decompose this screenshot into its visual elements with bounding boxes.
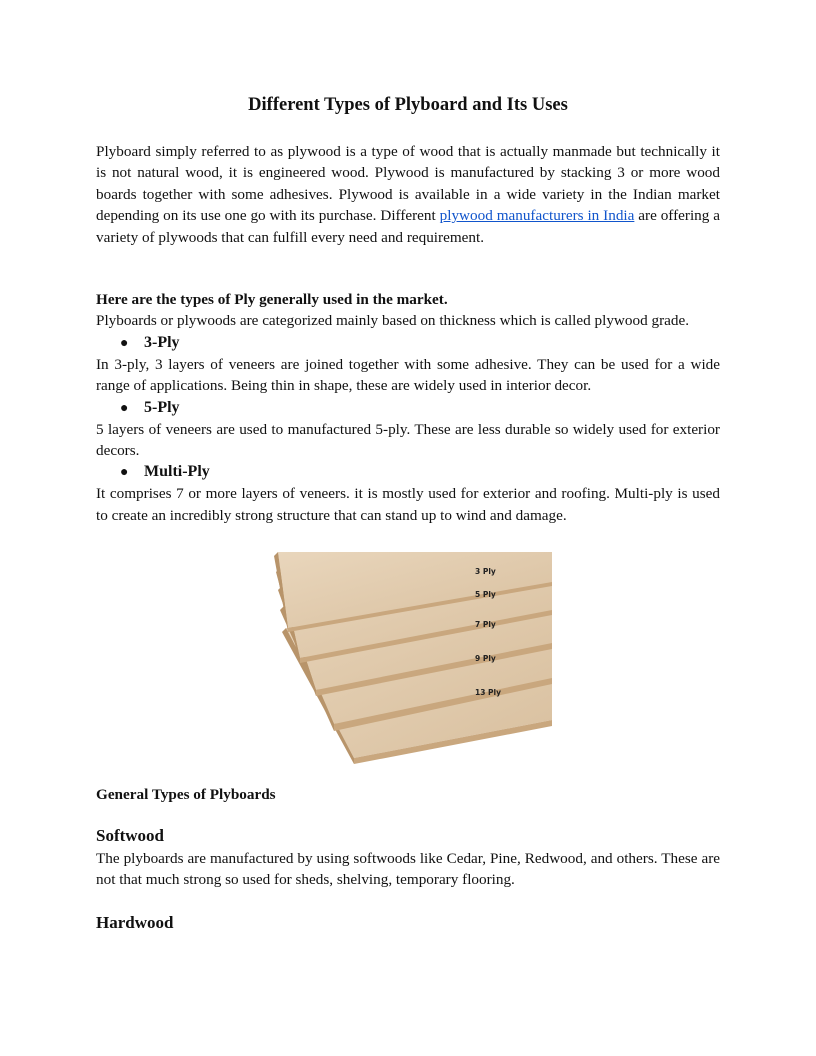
plywood-manufacturers-link[interactable]: plywood manufacturers in India	[439, 207, 635, 225]
bullet-label: 5-Ply	[144, 398, 180, 416]
general-types-heading: General Types of Plyboards	[96, 786, 276, 803]
bullet-3-ply	[96, 332, 720, 354]
intro-paragraph	[96, 141, 720, 248]
label-3-ply: 3 Ply	[475, 567, 496, 576]
label-9-ply: 9 Ply	[475, 654, 496, 663]
bullet-label: Multi-Ply	[144, 463, 210, 481]
page-title: Different Types of Plyboard and Its Uses	[248, 95, 568, 115]
intro-text-after: are offering a variety of plywoods that can fulfill every need and requirement.	[96, 207, 720, 246]
desc-5-ply: 5 layers of veneers are used to manufactured 5-ply. These are less durable so widely used for exterior decors.	[96, 420, 720, 460]
bullet-dot-icon: ●	[120, 465, 129, 481]
desc-multi-ply: It comprises 7 or more layers of veneers. it is mostly used for exterior and roofing. Multi-ply is used to create an incredibly strong structure that can stand up to wind and damage.	[96, 485, 720, 524]
bullet-multi-ply	[96, 461, 720, 483]
label-7-ply: 7 Ply	[475, 620, 496, 629]
plywood-stack-image	[264, 548, 552, 764]
hardwood-heading: Hardwood	[96, 913, 174, 932]
label-13-ply: 13 Ply	[475, 688, 502, 697]
bullet-5-ply	[96, 397, 720, 419]
types-heading: Here are the types of Ply generally used in the market.	[96, 291, 448, 308]
ply-types-section	[96, 289, 720, 526]
bullet-dot-icon: ●	[120, 335, 129, 351]
desc-3-ply: In 3-ply, 3 layers of veneers are joined together with some adhesive. They can be used for a wide range of applications. Being thin in shape, these are widely used in interior decor.	[96, 355, 720, 395]
types-intro: Plyboards or plywoods are categorized mainly based on thickness which is called plywood grade.	[96, 312, 690, 330]
softwood-heading: Softwood	[96, 826, 165, 845]
bullet-label: 3-Ply	[144, 333, 180, 351]
bullet-dot-icon: ●	[120, 400, 129, 416]
label-5-ply: 5 Ply	[475, 590, 496, 599]
softwood-text: The plyboards are manufactured by using softwoods like Cedar, Pine, Redwood, and others. These are not that much strong so used for sheds, shelving, temporary flooring.	[96, 850, 720, 889]
intro-text-before: Plyboard simply referred to as plywood is a type of wood that is actually manmade but technically it is not natural wood, it is engineered wood. Plywood is manufactured by stacking 3 or more wood boards together with some adhesives. Plywood is available in a wide variety in the Indian market depending on its use one go with its purchase. Different	[96, 143, 720, 225]
